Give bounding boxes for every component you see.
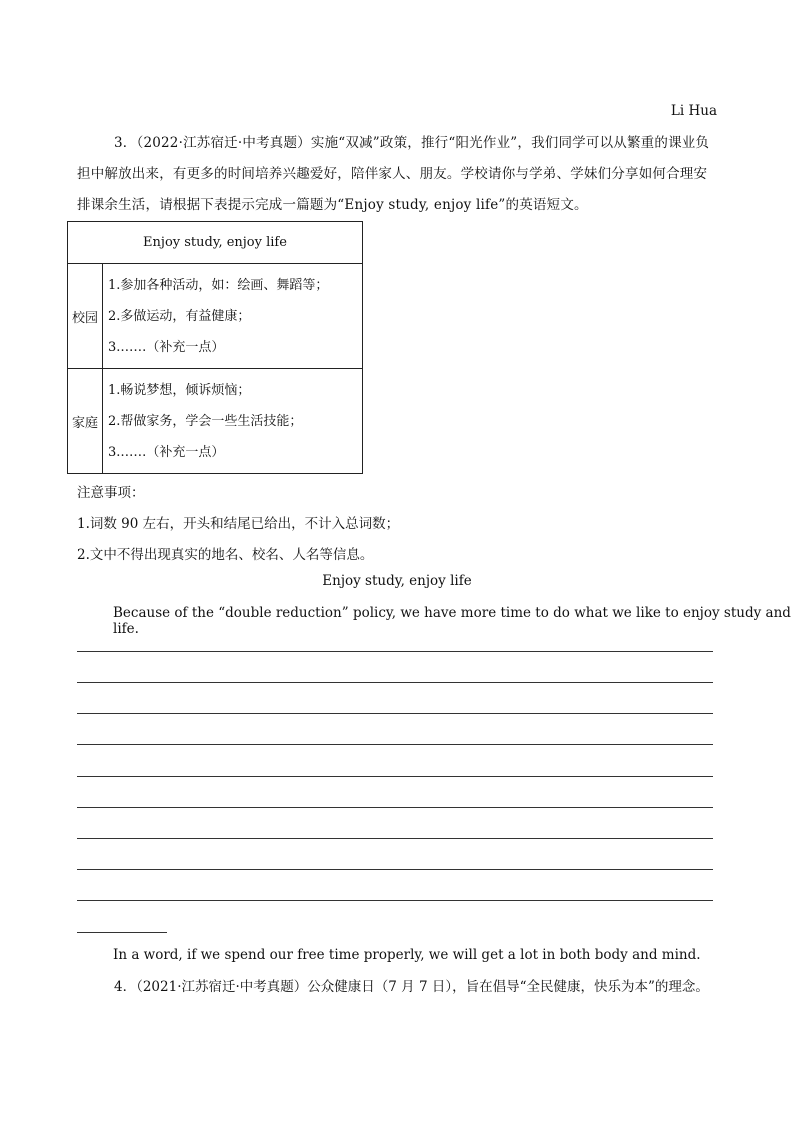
hint-table-label-family: 家庭 bbox=[68, 369, 103, 474]
writing-line bbox=[77, 776, 713, 777]
writing-line bbox=[77, 744, 713, 745]
writing-line bbox=[77, 713, 713, 714]
hint-table-title: Enjoy study, enjoy life bbox=[68, 222, 363, 264]
hint-table-items-family bbox=[103, 369, 363, 474]
hint-table-label-campus: 校园 bbox=[68, 264, 103, 369]
hint-item: 1.参加各种活动，如：绘画、舞蹈等； bbox=[108, 277, 329, 293]
note-item: 2.文中不得出现真实的地名、校名、人名等信息。 bbox=[77, 547, 374, 563]
writing-line bbox=[77, 869, 713, 870]
hint-item: 3.……（补充一点） bbox=[108, 339, 225, 355]
hint-table-row-campus bbox=[68, 264, 363, 369]
note-item: 1.词数 90 左右，开头和结尾已给出，不计入总词数； bbox=[77, 516, 400, 532]
hint-table bbox=[67, 221, 363, 474]
hint-table-row-family bbox=[68, 369, 363, 474]
hint-item: 2.多做运动，有益健康； bbox=[108, 308, 251, 324]
hint-item: 1.畅说梦想，倾诉烦恼； bbox=[108, 382, 251, 398]
notes-heading: 注意事项： bbox=[77, 485, 145, 501]
writing-line bbox=[77, 651, 713, 652]
author-signature: Li Hua bbox=[670, 103, 717, 119]
writing-line bbox=[77, 900, 713, 901]
hint-item: 2.帮做家务，学会一些生活技能； bbox=[108, 413, 303, 429]
composition-title: Enjoy study, enjoy life bbox=[322, 573, 472, 589]
writing-line bbox=[77, 682, 713, 683]
question-3-prompt: 3．（2022·江苏宿迁·中考真题）实施“双减”政策，推行“阳光作业”，我们同学可以从繁重的课业负担中解放出来，有更多的时间培养兴趣爱好，陪伴家人、朋友。学校请你与学弟、学妹们分享如何合理安排课余生活，请根据下表提示完成一篇题为“Enjoy study, enjoy life”的英语短文。 bbox=[77, 135, 710, 213]
question-4-prompt: 4．（2021·江苏宿迁·中考真题）公众健康日（7 月 7 日），旨在倡导“全民健康，快乐为本”的理念。 bbox=[114, 979, 709, 995]
hint-table-items-campus bbox=[103, 264, 363, 369]
writing-line-short bbox=[77, 932, 167, 933]
composition-closing: In a word, if we spend our free time properly, we will get a lot in both body and mind. bbox=[113, 947, 701, 963]
hint-item: 3.……（补充一点） bbox=[108, 444, 225, 460]
writing-line bbox=[77, 807, 713, 808]
writing-line bbox=[77, 838, 713, 839]
composition-opening: Because of the “double reduction” policy, we have more time to do what we like to enjoy study and life. bbox=[113, 605, 791, 637]
